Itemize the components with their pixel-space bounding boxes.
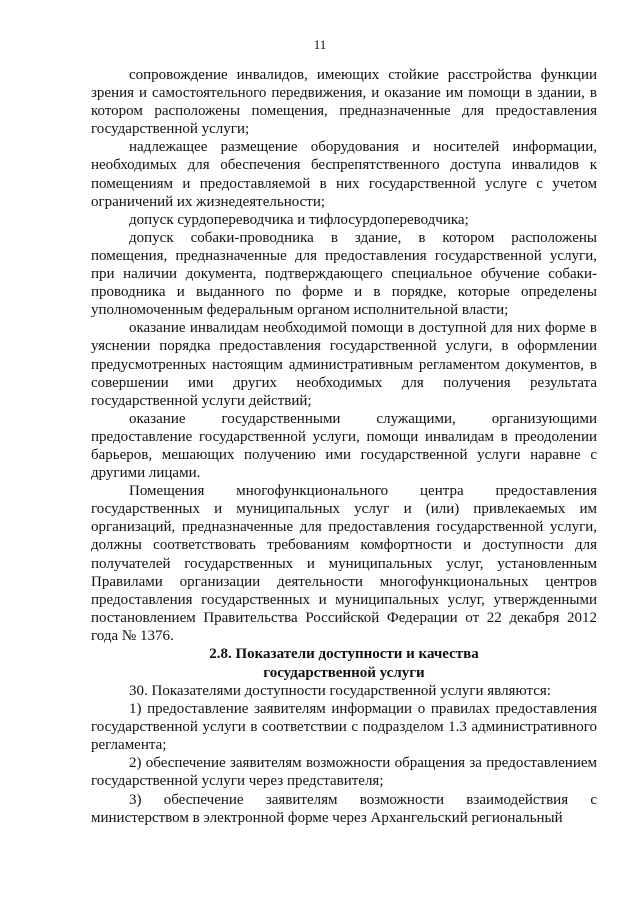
page-number: 11 (313, 37, 327, 52)
paragraph: 3) обеспечение заявителям возможности взаимодействия с министерством в электронной форме через Архангельский региональный (91, 791, 597, 826)
paragraph: 30. Показателями доступности государственной услуги являются: (129, 683, 551, 699)
paragraph: надлежащее размещение оборудования и носителей информации, необходимых для обеспечения беспрепятственного доступа инвалидов к помещениям и предоставляемой в них государственной услуге с учетом ограничений их жизнедеятельности; (91, 139, 597, 210)
paragraph: допуск собаки-проводника в здание, в котором расположены помещения, предназначенные для предоставления государственной услуги, при наличии документа, подтверждающего специальное обучение собаки-проводника и выданного по форме и в порядке, которые определены уполномоченным федеральным органом исполнительной власти; (91, 229, 597, 319)
document-body (91, 66, 597, 827)
section-heading-line: государственной услуги (263, 664, 425, 681)
paragraph: 2) обеспечение заявителям возможности обращения за предоставлением государственной услуги через представителя; (91, 755, 597, 790)
paragraph: допуск сурдопереводчика и тифлосурдопереводчика; (129, 211, 469, 228)
paragraph: оказание государственными служащими, организующими предоставление государственной услуги, помощи инвалидам в преодолении барьеров, мешающих получению ими государственной услуги наравне с другими лицами. (91, 410, 597, 482)
section-heading-line: 2.8. Показатели доступности и качества (209, 646, 479, 662)
paragraph: оказание инвалидам необходимой помощи в доступной для них форме в уяснении порядка предоставления государственной услуги, в оформлении предусмотренных настоящим административным регламентом документов, в совершении ими других необходимых для получения результата государственной услуги действий; (91, 320, 597, 409)
paragraph: 1) предоставление заявителям информации о правилах предоставления государственной услуги в соответствии с подразделом 1.3 административного регламента; (91, 701, 597, 754)
section-heading (91, 645, 597, 682)
paragraph: сопровождение инвалидов, имеющих стойкие расстройства функции зрения и самостоятельного передвижения, и оказание им помощи в здании, в котором расположены помещения, предназначенные для предоставления государственной услуги; (91, 67, 597, 138)
paragraph: Помещения многофункционального центра предоставления государственных и муниципальных услуг и (или) привлекаемых им организаций, предназначенные для предоставления государственной услуги, должны соответствовать требованиям комфортности и доступности для получателей государственных и муниципальных услуг, установленным Правилами организации деятельности многофункциональных центров предоставления государственных и муниципальных услуг, утвержденными постановлением Правительства Российской Федерации от 22 декабря 2012 года № 1376. (91, 483, 597, 644)
